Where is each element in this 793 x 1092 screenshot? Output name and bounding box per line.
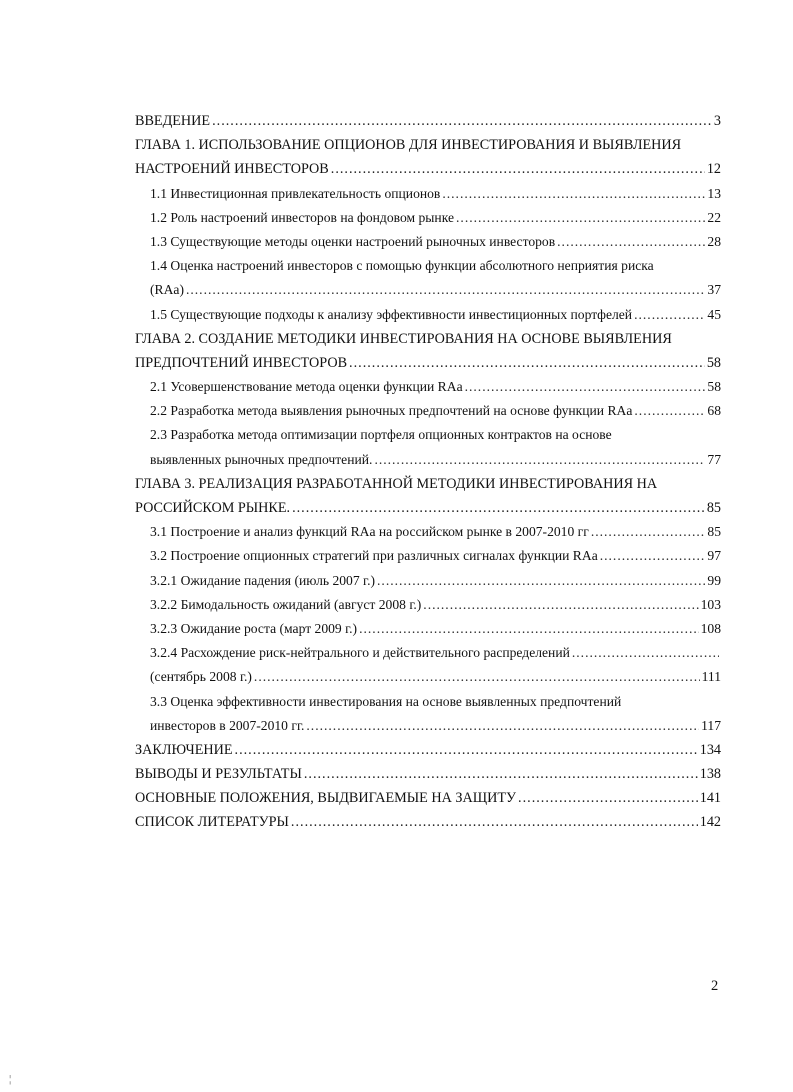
toc-entry-title: ВЫВОДЫ И РЕЗУЛЬТАТЫ xyxy=(135,766,302,783)
toc-entry[interactable] xyxy=(135,790,721,814)
toc-entry[interactable] xyxy=(135,379,721,403)
page-number: 2 xyxy=(711,978,719,994)
toc-entry-page: 111 xyxy=(701,669,721,685)
toc-entry-title: (RAa) xyxy=(150,282,184,298)
toc-leader-dots xyxy=(212,113,712,130)
toc-leader-dots xyxy=(591,524,706,540)
toc-entry-title: ПРЕДПОЧТЕНИЙ ИНВЕСТОРОВ xyxy=(135,354,348,371)
toc-entry[interactable] xyxy=(135,645,721,669)
toc-entry-page: 138 xyxy=(699,766,721,783)
toc-entry-title: 1.2 Роль настроений инвесторов на фондовом рынке xyxy=(150,209,455,225)
toc-entry-page: 142 xyxy=(699,814,721,831)
toc-entry[interactable] xyxy=(135,186,721,210)
toc-leader-dots xyxy=(304,766,698,783)
toc-entry-page: 103 xyxy=(700,596,721,612)
toc-entry-title: 2.3 Разработка метода оптимизации портфеля опционных контрактов на основе xyxy=(150,427,612,443)
toc-entry-title: НАСТРОЕНИЙ ИНВЕСТОРОВ xyxy=(135,161,329,178)
toc-leader-dots xyxy=(235,742,698,759)
toc-entry-title: ЗАКЛЮЧЕНИЕ xyxy=(135,741,233,758)
toc-entry[interactable] xyxy=(135,669,721,693)
toc-entry-page: 85 xyxy=(706,500,721,516)
toc-entry[interactable] xyxy=(135,621,721,645)
toc-entry-title: 3.2.4 Расхождение риск-нейтрального и действительного распределений xyxy=(150,645,570,661)
toc-entry[interactable] xyxy=(135,573,721,597)
toc-entry[interactable] xyxy=(135,718,721,742)
toc-entry-title: 1.1 Инвестиционная привлекательность опционов xyxy=(150,185,441,201)
toc-entry-page: 141 xyxy=(699,790,721,807)
toc-entry[interactable] xyxy=(135,234,721,258)
toc-entry-title: ВВЕДЕНИЕ xyxy=(135,113,211,129)
toc-entry-page: 13 xyxy=(707,185,721,201)
toc-entry-page: 117 xyxy=(701,717,721,733)
toc-entry-title: 3.2 Построение опционных стратегий при различных сигналах функции RAa xyxy=(150,548,598,564)
table-of-contents xyxy=(135,113,721,839)
toc-entry-title: ГЛАВА 3. РЕАЛИЗАЦИЯ РАЗРАБОТАННОЙ МЕТОДИКИ ИНВЕСТИРОВАНИЯ НА xyxy=(135,475,658,492)
toc-entry[interactable] xyxy=(135,307,721,331)
toc-entry-title: 1.5 Существующие подходы к анализу эффективности инвестиционных портфелей xyxy=(150,306,633,322)
toc-entry-title: (сентябрь 2008 г.) xyxy=(150,669,252,685)
toc-entry-title: РОССИЙСКОМ РЫНКЕ. xyxy=(135,500,291,516)
toc-entry-page: 68 xyxy=(707,403,721,419)
toc-entry-page: 22 xyxy=(707,209,721,225)
toc-entry[interactable] xyxy=(135,137,721,161)
toc-entry-title: 1.4 Оценка настроений инвесторов с помощью функции абсолютного неприятия риска xyxy=(150,258,654,274)
toc-entry-page: 45 xyxy=(707,306,721,322)
toc-entry-title: выявленных рыночных предпочтений. xyxy=(150,451,373,467)
toc-entry-title: 3.2.3 Ожидание роста (март 2009 г.) xyxy=(150,620,358,636)
toc-entry[interactable] xyxy=(135,282,721,306)
toc-entry-title: ГЛАВА 1. ИСПОЛЬЗОВАНИЕ ОПЦИОНОВ ДЛЯ ИНВЕСТИРОВАНИЯ И ВЫЯВЛЕНИЯ xyxy=(135,137,682,154)
toc-leader-dots xyxy=(306,718,699,734)
toc-entry[interactable] xyxy=(135,766,721,790)
toc-leader-dots xyxy=(442,186,705,202)
toc-entry-page: 12 xyxy=(706,161,721,178)
toc-leader-dots xyxy=(557,234,705,250)
toc-entry[interactable] xyxy=(135,452,721,476)
toc-leader-dots xyxy=(634,307,705,323)
toc-leader-dots xyxy=(600,548,706,564)
toc-leader-dots xyxy=(359,621,699,637)
toc-entry[interactable] xyxy=(135,210,721,234)
toc-entry-title: 1.3 Существующие методы оценки настроений рыночных инвесторов xyxy=(150,233,556,249)
toc-entry-title: ГЛАВА 2. СОЗДАНИЕ МЕТОДИКИ ИНВЕСТИРОВАНИЯ НА ОСНОВЕ ВЫЯВЛЕНИЯ xyxy=(135,330,672,347)
toc-entry-title: 3.2.2 Бимодальность ожиданий (август 2008 г.) xyxy=(150,596,422,612)
toc-leader-dots xyxy=(456,210,705,226)
toc-leader-dots xyxy=(291,814,698,831)
toc-entry-title: СПИСОК ЛИТЕРАТУРЫ xyxy=(135,814,289,831)
toc-entry[interactable] xyxy=(135,427,721,451)
toc-entry-title: ОСНОВНЫЕ ПОЛОЖЕНИЯ, ВЫДВИГАЕМЫЕ НА ЗАЩИТУ xyxy=(135,790,517,807)
toc-entry[interactable] xyxy=(135,113,721,137)
toc-entry-page: 85 xyxy=(707,524,721,540)
toc-entry-page: 58 xyxy=(707,379,721,395)
toc-entry[interactable] xyxy=(135,814,721,838)
toc-leader-dots xyxy=(331,161,705,178)
toc-entry[interactable] xyxy=(135,500,721,524)
toc-entry-page: 3 xyxy=(713,113,721,129)
toc-entry[interactable] xyxy=(135,742,721,766)
toc-leader-dots xyxy=(465,379,706,395)
toc-entry-title: 2.1 Усовершенствование метода оценки функции RAa xyxy=(150,379,463,395)
toc-entry[interactable] xyxy=(135,258,721,282)
toc-entry-page: 37 xyxy=(707,282,721,298)
toc-entry[interactable] xyxy=(135,476,721,500)
toc-entry-page: 58 xyxy=(706,354,721,371)
toc-entry-title: инвесторов в 2007-2010 гг. xyxy=(150,717,305,733)
toc-leader-dots xyxy=(518,790,698,807)
toc-leader-dots xyxy=(377,573,705,589)
toc-entry-page: 97 xyxy=(707,548,721,564)
toc-leader-dots xyxy=(423,597,698,613)
toc-entry[interactable] xyxy=(135,524,721,548)
toc-leader-dots xyxy=(186,282,705,298)
toc-leader-dots xyxy=(292,500,705,517)
toc-entry[interactable] xyxy=(135,161,721,185)
toc-entry-page: 108 xyxy=(700,620,721,636)
toc-leader-dots xyxy=(572,645,719,661)
toc-entry-title: 3.1 Построение и анализ функций RAa на российском рынке в 2007-2010 гг xyxy=(150,524,589,540)
toc-entry[interactable] xyxy=(135,355,721,379)
toc-entry-title: 3.3 Оценка эффективности инвестирования на основе выявленных предпочтений xyxy=(150,693,622,709)
toc-entry-page: 99 xyxy=(707,572,721,588)
scan-mark: ¦ xyxy=(9,1073,12,1085)
toc-entry[interactable] xyxy=(135,403,721,427)
toc-entry-title: 3.2.1 Ожидание падения (июль 2007 г.) xyxy=(150,572,376,588)
toc-entry-title: 2.2 Разработка метода выявления рыночных предпочтений на основе функции RAa xyxy=(150,403,633,419)
toc-entry[interactable] xyxy=(135,694,721,718)
toc-entry[interactable] xyxy=(135,548,721,572)
toc-leader-dots xyxy=(349,355,705,372)
toc-entry-page: 28 xyxy=(707,233,721,249)
toc-entry-page: 134 xyxy=(699,741,721,758)
toc-leader-dots xyxy=(634,403,705,419)
toc-entry[interactable] xyxy=(135,597,721,621)
toc-entry-page: 77 xyxy=(707,451,721,467)
toc-leader-dots xyxy=(254,669,700,685)
toc-leader-dots xyxy=(374,452,705,468)
toc-entry[interactable] xyxy=(135,331,721,355)
